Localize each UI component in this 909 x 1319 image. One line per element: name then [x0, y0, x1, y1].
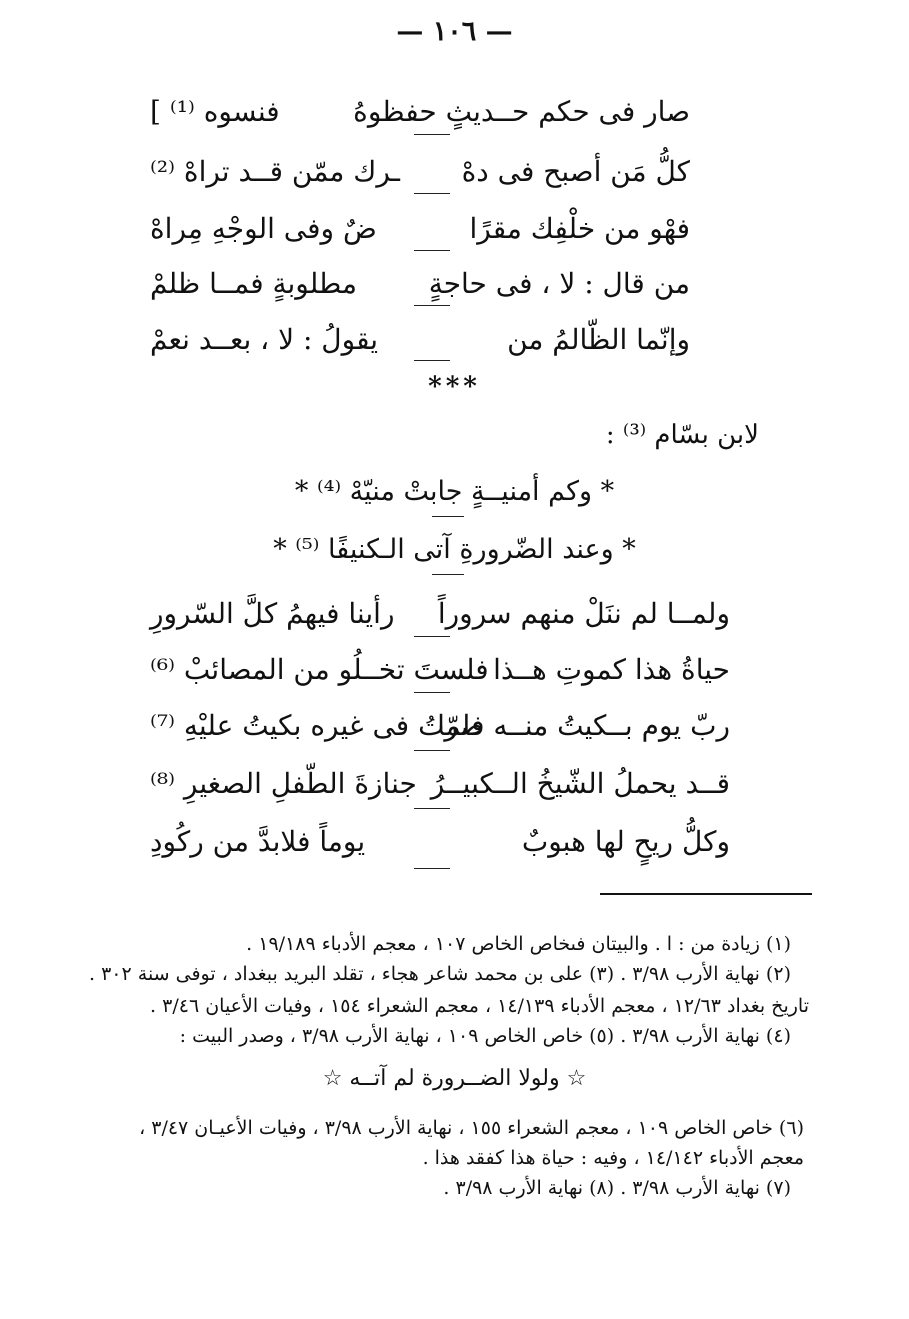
verse-second-hemistich: صرتُ فى غيره بكيتُ عليْهِ ⁽⁷⁾ [150, 709, 484, 742]
verse-second-hemistich: يوماً فلابدَّ من ركُودِ [150, 825, 366, 858]
verse-line [150, 316, 690, 364]
footnote-line: معجم الأدباء ١٤/١٤٢ ، وفيه : حياة هذا كفقد هذا . [422, 1147, 804, 1169]
verse-line [150, 702, 730, 750]
caesura-mark [414, 193, 450, 194]
verse-first-hemistich: وإنّما الظّالمُ من [507, 323, 690, 356]
verse-line [150, 148, 690, 196]
verse-line [150, 760, 730, 808]
footnote-line: (٤) نهاية الأرب ٣/٩٨ . (٥) خاص الخاص ١٠٩ ، نهاية الأرب ٣/٩٨ ، وصدر البيت : [179, 1025, 791, 1047]
verse-second-hemistich: ـرك ممّن قــد تراهْ ⁽²⁾ [150, 155, 401, 188]
verse-second-hemistich: مطلوبةٍ فمــا ظلمْ [150, 267, 358, 300]
verse-first-hemistich: كلُّ مَن أصبح فى دهْ [461, 155, 690, 188]
caesura-mark [414, 134, 450, 135]
verse-first-hemistich: ولمــا لم ننَلْ منهم سروراً [437, 597, 730, 630]
verse-second-hemistich: جنازةَ الطّفلِ الصغيرِ ⁽⁸⁾ [150, 767, 417, 800]
verse-first-hemistich: صار فى حكم حــديثٍ حفظوهُ [353, 95, 690, 128]
caesura-mark [414, 250, 450, 251]
footnote-line: (١) زيادة من : ا . والبيتان فىخاص الخاص ١٠٧ ، معجم الأدباء ١٩/١٨٩ . [246, 933, 791, 955]
standalone-hemistich: * وعند الضّرورةِ آتى الـكنيفًا ⁽⁵⁾ * [273, 534, 636, 565]
footnote-rule [600, 893, 812, 895]
standalone-hemistich: * وكم أمنيــةٍ جابتْ منيّهْ ⁽⁴⁾ * [294, 476, 615, 507]
caesura-mark [414, 868, 450, 869]
verse-first-hemistich: ربّ يوم بــكيتُ منــه فلمّا [437, 709, 730, 742]
footnote-line: (٦) خاص الخاص ١٠٩ ، معجم الشعراء ١٥٥ ، نهاية الأرب ٣/٩٨ ، وفيات الأعيـان ٣/٤٧ ، [139, 1117, 804, 1139]
caesura-mark [414, 636, 450, 637]
verse-line [150, 646, 730, 694]
verse-second-hemistich: فلستَ تخــلُو من المصائبْ ⁽⁶⁾ [150, 653, 489, 686]
footnote-quoted-hemistich: ☆ ولولا الضــرورة لم آتــه ☆ [322, 1066, 587, 1091]
verse-first-hemistich: قــد يحملُ الشّيخُ الــكبيــرُ [430, 767, 730, 800]
caesura-mark [432, 574, 464, 575]
caesura-mark [414, 750, 450, 751]
verse-first-hemistich: حياةُ هذا كموتِ هــذا [493, 653, 730, 686]
section-separator: *** [428, 372, 481, 402]
poet-attribution: لابن بسّام ⁽³⁾ : [605, 420, 759, 450]
verse-line [150, 88, 690, 136]
footnote-line: (٢) نهاية الأرب ٣/٩٨ . (٣) على بن محمد شاعر هجاء ، تقلد البريد ببغداد ، توفى سنة ٣٠٢ . [89, 963, 791, 985]
verse-second-hemistich: يقولُ : لا ، بعــد نعمْ [150, 323, 379, 356]
verse-first-hemistich: وكلُّ ريحٍ لها هبوبٌ [521, 825, 730, 858]
verse-second-hemistich: ضٌ وفى الوجْهِ مِراهْ [150, 212, 377, 245]
footnote-line: تاريخ بغداد ١٢/٦٣ ، معجم الأدباء ١٤/١٣٩ ، معجم الشعراء ١٥٤ ، وفيات الأعيان ٣/٤٦ . [150, 995, 809, 1017]
verse-line [150, 818, 730, 866]
caesura-mark [414, 360, 450, 361]
verse-first-hemistich: من قال : لا ، فى حاجةٍ [428, 267, 690, 300]
footnote-line: (٧) نهاية الأرب ٣/٩٨ . (٨) نهاية الأرب ٣/٩٨ . [443, 1177, 791, 1199]
verse-line [150, 205, 690, 253]
verse-second-hemistich: فنسوه ⁽¹⁾ ] [150, 95, 280, 128]
caesura-mark [414, 692, 450, 693]
verse-line [150, 260, 690, 308]
verse-first-hemistich: فهْو من خلْفِك مقرًا [469, 212, 690, 245]
verse-second-hemistich: رأينا فيهمُ كلَّ السّرورِ [150, 597, 395, 630]
verse-line [150, 590, 730, 638]
caesura-mark [432, 516, 464, 517]
caesura-mark [414, 305, 450, 306]
caesura-mark [414, 808, 450, 809]
page-number: — ١٠٦ — [396, 16, 513, 47]
